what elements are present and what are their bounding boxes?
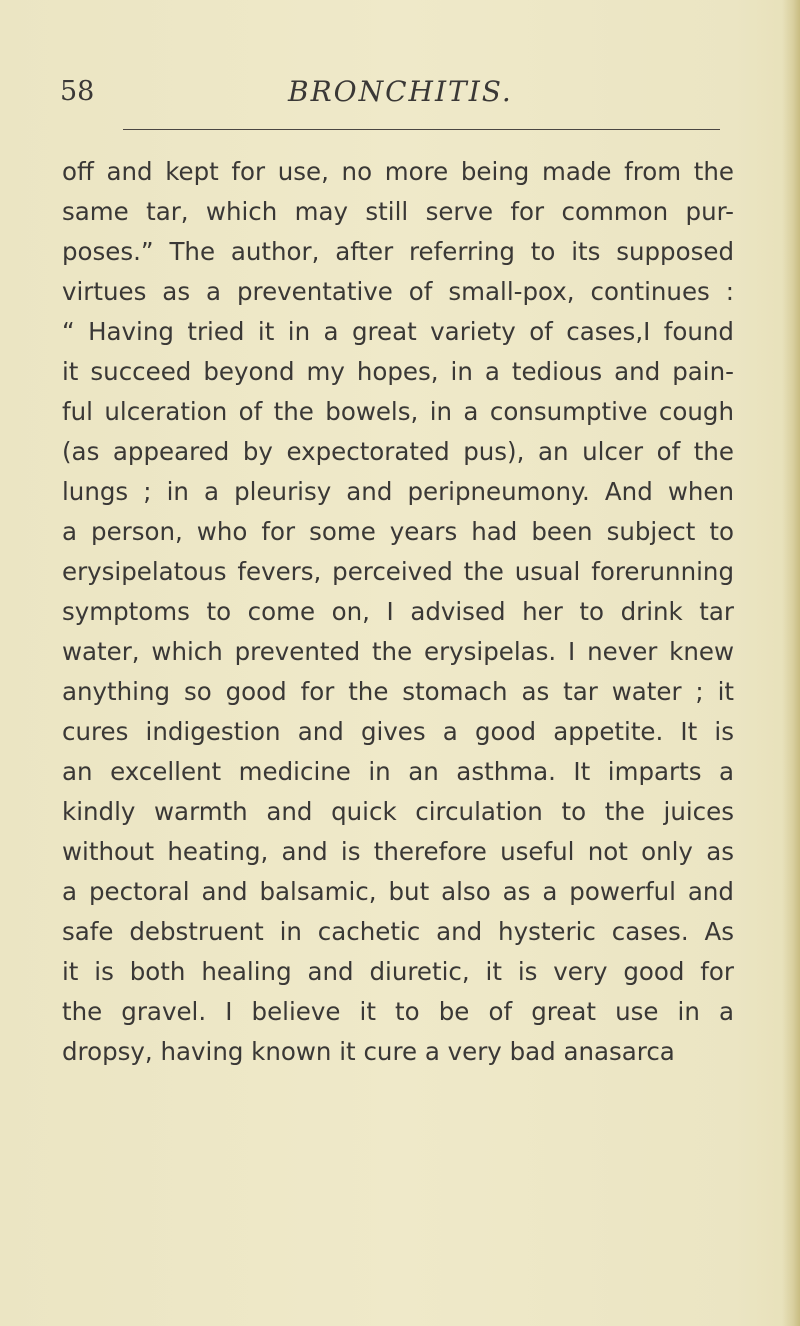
text-line: off and kept for use, no more being made from the — [62, 157, 734, 186]
text-line: an excellent medicine in an asthma. It imparts a — [62, 757, 734, 786]
text-line: erysipelatous fevers, perceived the usual forerunning — [62, 557, 734, 586]
text-line: it succeed beyond my hopes, in a tedious and pain- — [62, 357, 734, 386]
text-line: a pectoral and balsamic, but also as a powerful and — [62, 877, 734, 906]
text-line: virtues as a preventative of small-pox, continues : — [62, 277, 734, 306]
page-number: 58 — [60, 76, 95, 107]
body-text — [62, 152, 734, 1072]
text-line: dropsy, having known it cure a very bad anasarca — [62, 1037, 675, 1066]
text-line: “ Having tried it in a great variety of cases,I found — [62, 317, 734, 346]
page-edge-shadow — [782, 0, 800, 1326]
text-line: safe debstruent in cachetic and hysteric cases. As — [62, 917, 734, 946]
text-line: it is both healing and diuretic, it is very good for — [62, 957, 734, 986]
page-header — [60, 72, 730, 112]
text-line: ful ulceration of the bowels, in a consumptive cough — [62, 397, 734, 426]
text-line: symptoms to come on, I advised her to drink tar — [62, 597, 734, 626]
text-line: cures indigestion and gives a good appetite. It is — [62, 717, 734, 746]
text-line: poses.” The author, after referring to its supposed — [62, 237, 734, 266]
text-line: without heating, and is therefore useful not only as — [62, 837, 734, 866]
text-line: the gravel. I believe it to be of great use in a — [62, 997, 734, 1026]
text-line: a person, who for some years had been subject to — [62, 517, 734, 546]
text-line: (as appeared by expectorated pus), an ulcer of the — [62, 437, 734, 466]
text-line: lungs ; in a pleurisy and peripneumony. And when — [62, 477, 734, 506]
text-line: same tar, which may still serve for common pur- — [62, 197, 734, 226]
running-title: BRONCHITIS. — [288, 75, 513, 108]
header-rule — [123, 129, 720, 130]
text-line: water, which prevented the erysipelas. I never knew — [62, 637, 734, 666]
text-line: anything so good for the stomach as tar water ; it — [62, 677, 734, 706]
text-line: kindly warmth and quick circulation to the juices — [62, 797, 734, 826]
